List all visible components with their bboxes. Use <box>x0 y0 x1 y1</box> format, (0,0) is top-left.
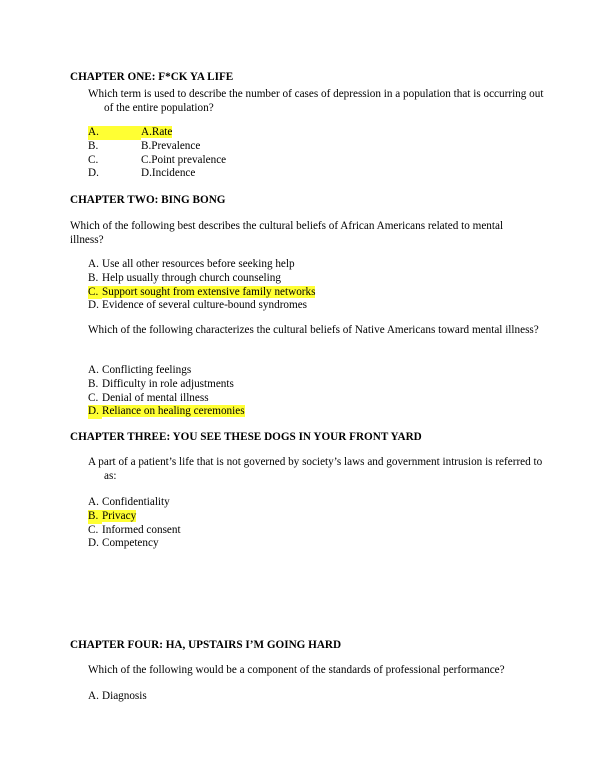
question-2-options <box>88 258 315 313</box>
question-1: Which term is used to describe the number of cases of depression in a population that is occurring out of the entire population? <box>88 88 544 114</box>
question-4: A part of a patient’s life that is not governed by society’s laws and government intrusion is referred to as: <box>88 456 543 482</box>
option-b[interactable]: B. B.Prevalence <box>88 139 201 152</box>
option-a[interactable]: A. Conflicting feelings <box>88 364 192 376</box>
chapter-one-heading: CHAPTER ONE: F*CK YA LIFE <box>70 71 234 83</box>
chapter-four-heading: CHAPTER FOUR: HA, UPSTAIRS I’M GOING HARD <box>70 639 342 651</box>
question-5: Which of the following would be a component of the standards of professional performance? <box>88 664 505 676</box>
option-c[interactable]: C. Denial of mental illness <box>88 391 209 404</box>
option-a[interactable]: A. Diagnosis <box>88 690 147 702</box>
option-c[interactable]: C. Support sought from extensive family networks <box>88 285 316 298</box>
question-5-options <box>88 690 147 704</box>
option-a[interactable]: A. A.Rate <box>88 126 173 138</box>
option-d[interactable]: D. Evidence of several culture-bound syndromes <box>88 299 308 312</box>
chapter-three-heading: CHAPTER THREE: YOU SEE THESE DOGS IN YOUR FRONT YARD <box>70 431 422 443</box>
option-b[interactable]: B. Help usually through church counseling <box>88 271 281 284</box>
option-d[interactable]: D. D.Incidence <box>88 167 196 180</box>
option-b[interactable]: B. Privacy <box>88 509 137 522</box>
option-c[interactable]: C. Informed consent <box>88 523 181 536</box>
question-3: Which of the following characterizes the cultural beliefs of Native Americans toward mental illness? <box>88 324 539 336</box>
option-d[interactable]: D. Competency <box>88 537 159 550</box>
option-a[interactable]: A. Confidentiality <box>88 496 170 508</box>
option-a[interactable]: A. Use all other resources before seeking help <box>88 258 295 270</box>
question-3-options <box>88 364 245 419</box>
question-2: Which of the following best describes the cultural beliefs of African Americans related to mental illness? <box>70 220 504 246</box>
option-d[interactable]: D. Reliance on healing ceremonies <box>88 405 245 418</box>
chapter-two-heading: CHAPTER TWO: BING BONG <box>70 194 226 206</box>
option-b[interactable]: B. Difficulty in role adjustments <box>88 377 234 390</box>
option-c[interactable]: C. C.Point prevalence <box>88 153 227 166</box>
question-1-options <box>88 126 226 181</box>
question-4-options <box>88 496 181 551</box>
